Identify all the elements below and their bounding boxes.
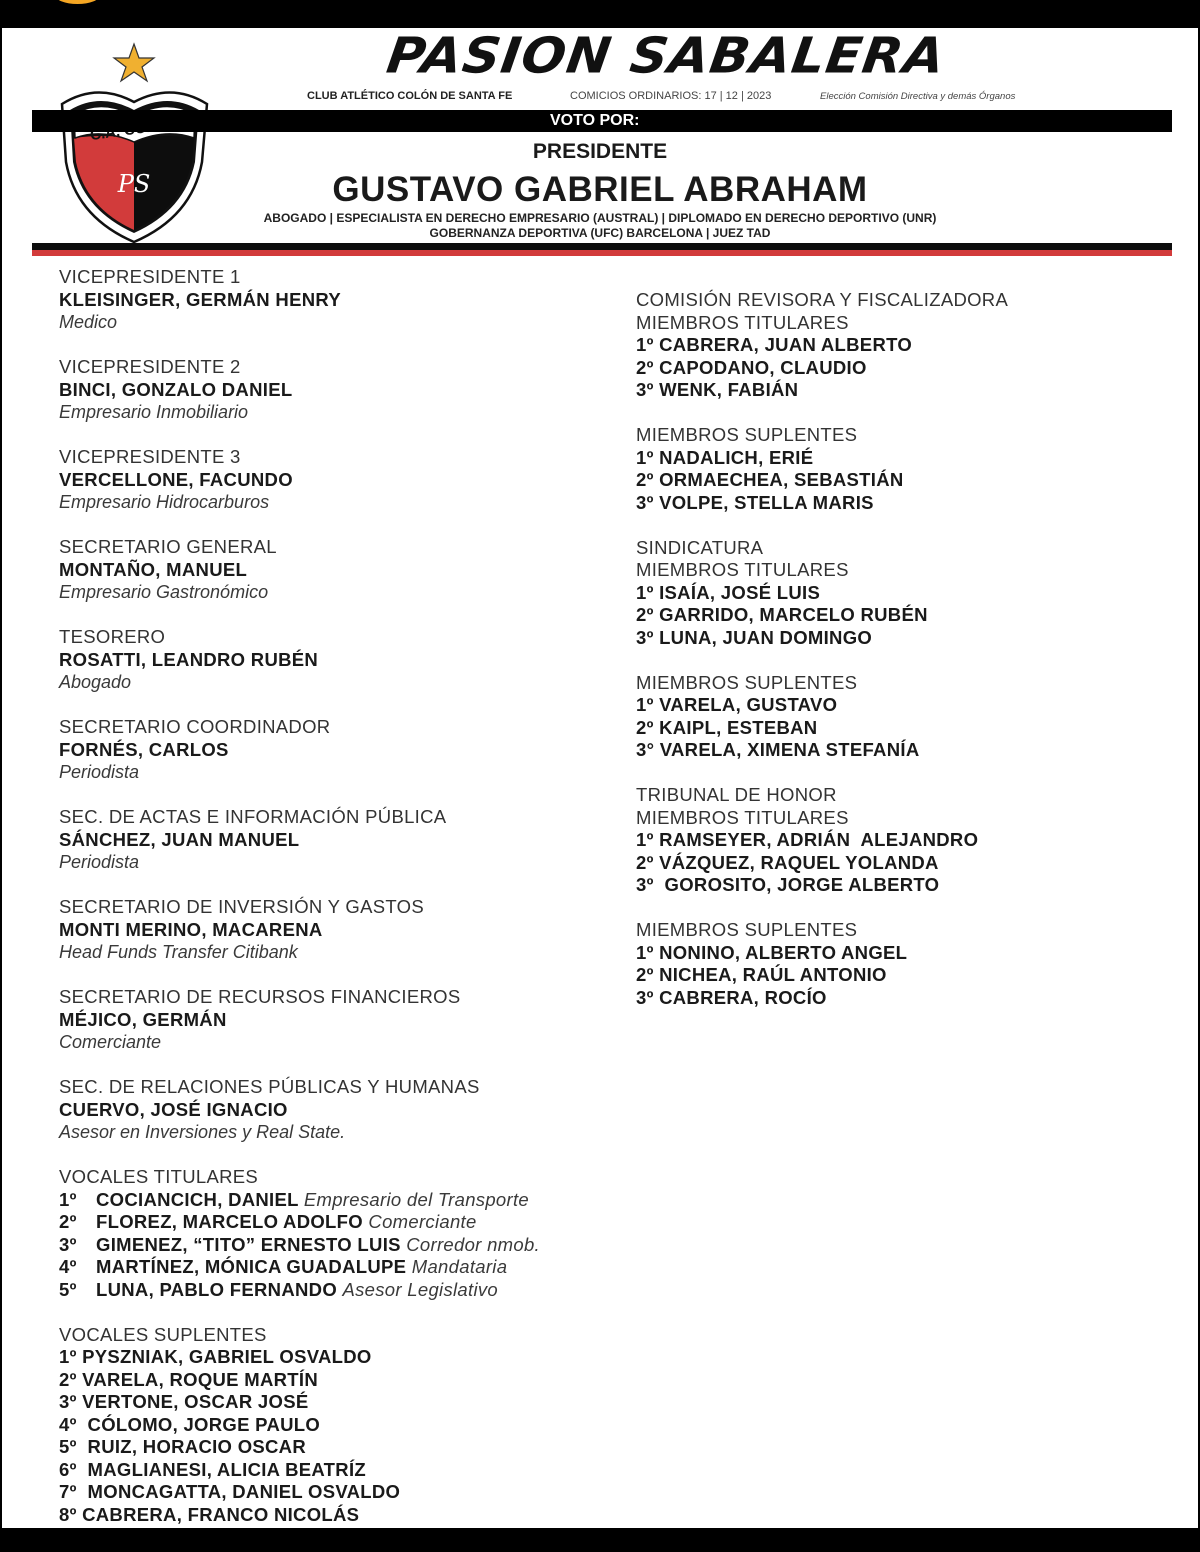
member-occupation: Medico — [59, 312, 118, 332]
comicios-date: COMICIOS ORDINARIOS: 17 | 12 | 2023 — [570, 90, 772, 102]
comision-directiva-list — [59, 266, 619, 1144]
member-role: SEC. DE RELACIONES PÚBLICAS Y HUMANAS — [59, 1076, 480, 1097]
member-name: KLEISINGER, GERMÁN HENRY — [59, 288, 341, 310]
vocal-name: VERTONE, OSCAR JOSÉ — [82, 1391, 309, 1412]
tribunal-honor-suplentes-label: MIEMBROS SUPLENTES — [636, 919, 858, 940]
vocal-suplente-row — [59, 1391, 619, 1414]
directiva-member-block — [59, 806, 619, 874]
vocal-name: CABRERA, FRANCO NICOLÁS — [82, 1503, 360, 1525]
member-occupation: Asesor en Inversiones y Real State. — [59, 1122, 346, 1142]
vocal-occupation: Mandataria — [411, 1256, 508, 1277]
presidente-cv-line1: ABOGADO | ESPECIALISTA EN DERECHO EMPRESARIO (AUSTRAL) | DIPLOMADO EN DERECHO DEPORTIVO (UNR) — [263, 211, 937, 225]
list-item: 1º NADALICH, ERIÉ — [636, 446, 814, 468]
vocal-ordinal: 1º — [59, 1188, 77, 1210]
member-occupation: Empresario Gastronómico — [59, 582, 269, 602]
vocal-ordinal: 8º — [59, 1503, 77, 1525]
member-role: VICEPRESIDENTE 2 — [59, 356, 241, 377]
vocal-name: GIMENEZ, “TITO” ERNESTO LUIS — [96, 1233, 401, 1255]
member-name: FORNÉS, CARLOS — [59, 738, 229, 760]
brand-title: PASION SABALERA — [383, 28, 950, 85]
tribunal-honor-titulares-label: MIEMBROS TITULARES — [636, 806, 849, 828]
presidente-name: GUSTAVO GABRIEL ABRAHAM — [332, 170, 868, 209]
vocal-suplente-row — [59, 1346, 619, 1369]
top-black-bar — [0, 0, 1200, 28]
list-item: 3º CABRERA, ROCÍO — [636, 986, 827, 1008]
member-name: CUERVO, JOSÉ IGNACIO — [59, 1098, 288, 1120]
list-item: 3º GOROSITO, JORGE ALBERTO — [636, 874, 940, 895]
directiva-member-block — [59, 266, 619, 334]
list-item: 3º VOLPE, STELLA MARIS — [636, 491, 874, 513]
vocal-ordinal: 5º — [59, 1278, 77, 1300]
list-item: 1º RAMSEYER, ADRIÁN ALEJANDRO — [636, 829, 979, 850]
directiva-member-block — [59, 356, 619, 424]
member-name: MÉJICO, GERMÁN — [59, 1008, 227, 1030]
vocal-name: MAGLIANESI, ALICIA BEATRÍZ — [82, 1458, 366, 1480]
vocal-suplente-row — [59, 1436, 619, 1459]
club-name: CLUB ATLÉTICO COLÓN DE SANTA FE — [307, 90, 513, 102]
vocal-ordinal: 7º — [59, 1481, 77, 1502]
vocal-name: FLOREZ, MARCELO ADOLFO — [96, 1211, 363, 1232]
comision-revisora-suplentes-label: MIEMBROS SUPLENTES — [636, 424, 858, 445]
vocal-name: MARTÍNEZ, MÓNICA GUADALUPE — [96, 1256, 407, 1277]
list-item: 1º CABRERA, JUAN ALBERTO — [636, 334, 913, 355]
member-occupation: Abogado — [59, 672, 132, 692]
divider-red-stripe — [32, 250, 1172, 256]
vocal-occupation: Corredor nmob. — [406, 1233, 540, 1255]
list-item: 2º GARRIDO, MARCELO RUBÉN — [636, 604, 928, 625]
vocal-ordinal: 3º — [59, 1233, 77, 1255]
member-occupation: Empresario Inmobiliario — [59, 402, 249, 422]
member-name: BINCI, GONZALO DANIEL — [59, 378, 293, 400]
comision-revisora-suplentes-block — [636, 424, 1176, 514]
vocal-ordinal: 5º — [59, 1436, 77, 1457]
eleccion-subtitle: Elección Comisión Directiva y demás Órganos — [820, 91, 1016, 102]
vocales-titulares-block — [59, 1166, 619, 1301]
list-item: 2º ORMAECHEA, SEBASTIÁN — [636, 469, 904, 490]
vocal-ordinal: 3º — [59, 1391, 77, 1412]
tribunal-honor-title: TRIBUNAL DE HONOR — [636, 784, 837, 805]
comision-revisora-title: COMISIÓN REVISORA Y FISCALIZADORA — [636, 289, 1009, 310]
comision-directiva-column — [59, 266, 619, 1528]
orange-blob-decoration — [55, 0, 100, 4]
vocal-name: LUNA, PABLO FERNANDO — [96, 1278, 338, 1300]
member-role: VICEPRESIDENTE 3 — [59, 446, 241, 467]
presidente-cv-line2: GOBERNANZA DEPORTIVA (UFC) BARCELONA | JUEZ TAD — [429, 226, 771, 240]
vocal-occupation: Empresario del Transporte — [303, 1188, 529, 1210]
list-item: 2º KAIPL, ESTEBAN — [636, 716, 818, 738]
directiva-member-block — [59, 446, 619, 514]
member-occupation: Periodista — [59, 762, 140, 782]
list-item: 2º CAPODANO, CLAUDIO — [636, 356, 867, 378]
member-role: SECRETARIO COORDINADOR — [59, 716, 331, 737]
vocal-titular-row — [59, 1211, 619, 1234]
vocal-occupation: Asesor Legislativo — [342, 1278, 499, 1300]
member-role: TESORERO — [59, 626, 166, 647]
directiva-member-block — [59, 1076, 619, 1144]
vocal-suplente-row — [59, 1414, 619, 1437]
tribunal-honor-titulares-block — [636, 784, 1176, 897]
sindicatura-titulares-block — [636, 537, 1176, 650]
member-role: VICEPRESIDENTE 1 — [59, 266, 241, 287]
directiva-member-block — [59, 536, 619, 604]
vocales-suplentes-block — [59, 1324, 619, 1527]
vocales-suplentes-title: VOCALES SUPLENTES — [59, 1323, 267, 1345]
sindicatura-title: SINDICATURA — [636, 536, 764, 558]
member-name: SÁNCHEZ, JUAN MANUEL — [59, 828, 300, 850]
vocal-ordinal: 4º — [59, 1413, 77, 1435]
vocal-name: VARELA, ROQUE MARTÍN — [82, 1368, 318, 1390]
vocal-name: COCIANCICH, DANIEL — [96, 1188, 299, 1210]
member-name: VERCELLONE, FACUNDO — [59, 468, 293, 490]
list-item: 3º LUNA, JUAN DOMINGO — [636, 626, 873, 648]
crest-monogram: PS — [117, 170, 151, 198]
member-name: ROSATTI, LEANDRO RUBÉN — [59, 648, 319, 670]
list-item: 1º VARELA, GUSTAVO — [636, 694, 838, 715]
voto-por-label: VOTO POR: — [550, 112, 640, 129]
list-item: 1º ISAÍA, JOSÉ LUIS — [636, 581, 821, 603]
vocal-titular-row — [59, 1189, 619, 1212]
organos-column — [636, 289, 1176, 1032]
directiva-member-block — [59, 986, 619, 1054]
star-icon — [114, 44, 154, 81]
list-item: 2º VÁZQUEZ, RAQUEL YOLANDA — [636, 851, 939, 873]
divider-black-stripe — [32, 243, 1172, 250]
vocal-occupation: Comerciante — [368, 1211, 477, 1232]
member-name: MONTAÑO, MANUEL — [59, 558, 248, 580]
directiva-member-block — [59, 716, 619, 784]
vocal-name: PYSZNIAK, GABRIEL OSVALDO — [82, 1346, 372, 1367]
member-occupation: Head Funds Transfer Citibank — [59, 942, 298, 962]
vocal-titular-row — [59, 1279, 619, 1302]
member-role: SECRETARIO GENERAL — [59, 536, 277, 557]
comision-revisora-titulares-label: MIEMBROS TITULARES — [636, 311, 849, 333]
vocal-titular-row — [59, 1256, 619, 1279]
vocal-suplente-row — [59, 1459, 619, 1482]
comision-revisora-titulares-block — [636, 289, 1176, 402]
list-item: 3° VARELA, XIMENA STEFANÍA — [636, 739, 920, 760]
member-occupation: Empresario Hidrocarburos — [59, 492, 270, 512]
vocal-ordinal: 4º — [59, 1256, 77, 1277]
presidente-label: PRESIDENTE — [532, 140, 668, 163]
list-item: 3º WENK, FABIÁN — [636, 379, 799, 400]
vocal-suplente-row — [59, 1504, 619, 1527]
sindicatura-titulares-label: MIEMBROS TITULARES — [636, 559, 849, 580]
vocal-ordinal: 2º — [59, 1368, 77, 1390]
sindicatura-suplentes-label: MIEMBROS SUPLENTES — [636, 671, 858, 693]
vocales-titulares-list — [59, 1189, 619, 1302]
directiva-member-block — [59, 896, 619, 964]
vocal-ordinal: 2º — [59, 1211, 77, 1232]
vocal-suplente-row — [59, 1369, 619, 1392]
member-role: SECRETARIO DE RECURSOS FINANCIEROS — [59, 986, 461, 1007]
member-occupation: Comerciante — [59, 1032, 162, 1052]
ballot-sheet — [2, 28, 1198, 1528]
sindicatura-suplentes-block — [636, 672, 1176, 762]
vocal-ordinal: 6º — [59, 1458, 77, 1480]
directiva-member-block — [59, 626, 619, 694]
list-item: 1º NONINO, ALBERTO ANGEL — [636, 941, 908, 963]
vocales-suplentes-list — [59, 1346, 619, 1526]
vocales-titulares-title: VOCALES TITULARES — [59, 1166, 259, 1187]
bottom-black-bar — [0, 1528, 1200, 1552]
vocal-name: CÓLOMO, JORGE PAULO — [82, 1413, 321, 1435]
vocal-titular-row — [59, 1234, 619, 1257]
vocal-name: RUIZ, HORACIO OSCAR — [82, 1436, 306, 1457]
member-occupation: Periodista — [59, 852, 140, 872]
vocal-ordinal: 1º — [59, 1346, 77, 1367]
member-name: MONTI MERINO, MACARENA — [59, 918, 323, 940]
list-item: 2º NICHEA, RAÚL ANTONIO — [636, 964, 887, 985]
tribunal-honor-suplentes-block — [636, 919, 1176, 1009]
vocal-name: MONCAGATTA, DANIEL OSVALDO — [82, 1481, 401, 1502]
member-role: SEC. DE ACTAS E INFORMACIÓN PÚBLICA — [59, 806, 447, 827]
vocal-suplente-row — [59, 1481, 619, 1504]
member-role: SECRETARIO DE INVERSIÓN Y GASTOS — [59, 896, 424, 917]
